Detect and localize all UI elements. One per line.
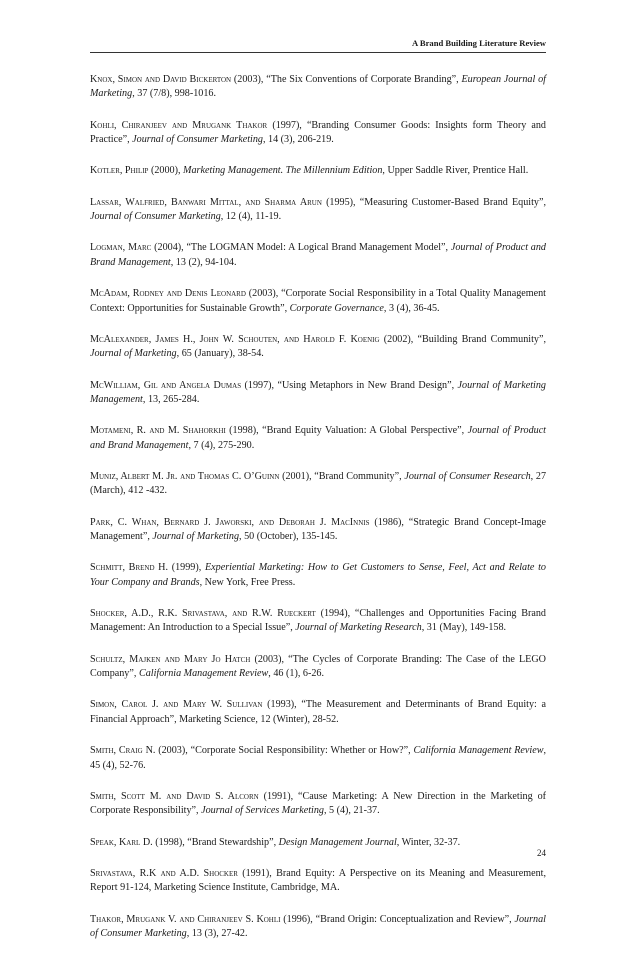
reference-source: Journal of Marketing [90, 348, 177, 360]
reference-authors: Logman, Marc [90, 242, 152, 254]
reference-source: Journal of Consumer Marketing [90, 211, 221, 223]
reference-authors: Motameni, R. and M. Shahorkhi [90, 425, 226, 437]
reference-entry [90, 561, 546, 590]
reference-authors: Lassar, Walfried, Banwari Mittal, and Sharma Arun [90, 196, 322, 208]
reference-authors: Schmitt, Brend H. [90, 562, 169, 574]
reference-source: Journal of Consumer Marketing [90, 913, 546, 939]
reference-text: (2000), [148, 165, 184, 177]
reference-entry [90, 744, 546, 773]
reference-text: (1997), “Branding Consumer Goods: Insights form Theory and Practice”, [90, 119, 546, 146]
reference-text: (2003), “The Six Conventions of Corporate Branding”, [231, 74, 462, 85]
reference-authors: Knox, Simon and David Bickerton [90, 74, 232, 85]
reference-details: , 14 (3), 206-219. [262, 134, 334, 146]
reference-source: Experiential Marketing: How to Get Customers to Sense, Feel, Act and Relate to Your Company and Brands [90, 562, 546, 588]
running-header: A Brand Building Literature Review [90, 38, 546, 53]
reference-source: California Management Review [413, 745, 544, 757]
reference-entry [90, 653, 546, 682]
reference-details: , 37 (7/8), 998-1016. [132, 88, 216, 100]
reference-authors: Srivastava, R.K and A.D. Shocker [90, 867, 238, 879]
reference-entry [90, 790, 546, 819]
reference-source: Journal of Consumer Marketing [132, 134, 263, 146]
reference-authors: McAlexander, James H., John W. Schouten, and Harold F. Koenig [90, 333, 380, 345]
reference-source: Journal of Product and Brand Management [90, 425, 547, 451]
reference-authors: Kohli, Chiranjeev and Mrugank Thakor [90, 119, 268, 131]
reference-entry [90, 836, 546, 850]
reference-source: Journal of Services Marketing [201, 805, 324, 817]
reference-text: (2003), “Corporate Social Responsibility: Whether or How?”, [155, 745, 414, 757]
reference-entry [90, 913, 546, 942]
reference-text: (1986), “Strategic Brand Concept-Image Management”, [90, 516, 546, 543]
reference-authors: Smith, Scott M. and David S. Alcorn [90, 790, 259, 802]
reference-details: , 3 (4), 36-45. [383, 302, 440, 314]
reference-details: , 5 (4), 21-37. [323, 805, 380, 817]
reference-authors: Schultz, Majken and Mary Jo Hatch [90, 653, 251, 665]
reference-details: , 50 (October), 135-145. [239, 531, 338, 543]
reference-details: , 7 (4), 275-290. [188, 439, 255, 451]
reference-source: Journal of Consumer Research [404, 470, 531, 482]
reference-details: , 27 (March), 412 -432. [90, 470, 547, 497]
reference-entry [90, 516, 546, 545]
reference-authors: Thakor, Mrugank V. and Chiranjeev S. Kohli [90, 913, 281, 925]
reference-text: (2001), “Brand Community”, [279, 470, 405, 482]
reference-text: (1995), “Measuring Customer-Based Brand Equity”, [321, 196, 546, 208]
reference-details: , 31 (May), 149-158. [421, 622, 507, 634]
reference-source: Design Management Journal [278, 836, 397, 848]
reference-entry [90, 164, 546, 178]
reference-source: Journal of Marketing [152, 531, 240, 543]
reference-entry [90, 607, 546, 636]
reference-entry [90, 241, 546, 270]
reference-authors: Kotler, Philip [90, 165, 149, 177]
reference-details: , Winter, 32-37. [396, 836, 461, 848]
reference-entry [90, 119, 546, 148]
reference-authors: Muniz, Albert M. Jr. and Thomas C. O’Guinn [90, 470, 280, 482]
reference-source: Marketing Management. The Millennium Edition [183, 165, 383, 177]
reference-entry [90, 196, 546, 225]
reference-details: , Upper Saddle River, Prentice Hall. [382, 165, 529, 177]
reference-entry [90, 424, 546, 453]
reference-text: (1998), “Brand Equity Valuation: A Global Perspective”, [225, 425, 468, 437]
reference-details: , 13 (2), 94-104. [170, 256, 237, 268]
reference-source: Journal of Marketing Management [90, 379, 546, 405]
reference-text: (1998), “Brand Stewardship”, [152, 836, 279, 848]
reference-text: (1997), “Using Metaphors in New Brand Design”, [241, 379, 458, 391]
reference-details: , New York, Free Press. [199, 576, 296, 588]
reference-details: , 13, 265-284. [142, 393, 200, 405]
reference-authors: Speak, Karl D. [90, 836, 153, 848]
reference-entry [90, 867, 546, 896]
reference-authors: Shocker, A.D., R.K. Srivastava, and R.W. Rueckert [90, 608, 316, 620]
reference-details: , 46 (1), 6-26. [268, 668, 324, 680]
reference-authors: Park, C. Whan, Bernard J. Jaworski, and Deborah J. MacInnis [90, 516, 370, 528]
reference-source: European Journal of Marketing [90, 74, 546, 100]
reference-authors: Simon, Carol J. and Mary W. Sullivan [90, 699, 263, 711]
reference-authors: Smith, Craig N. [90, 745, 156, 757]
reference-entry [90, 287, 546, 316]
reference-text: (1993), “The Measurement and Determinants of Brand Equity: a Financial Approach”, Marketing Science, 12 (Winter), 28-52. [90, 699, 546, 725]
reference-authors: McWilliam, Gil and Angela Dumas [90, 379, 242, 391]
reference-details: , 65 (January), 38-54. [176, 348, 264, 360]
reference-text: (2004), “The LOGMAN Model: A Logical Brand Management Model”, [151, 242, 451, 254]
reference-text: (2002), “Building Brand Community”, [379, 333, 546, 345]
reference-text: (2003), “The Cycles of Corporate Branding: The Case of the LEGO Company”, [90, 653, 546, 680]
reference-entry [90, 470, 546, 499]
reference-text: (1999), [168, 562, 205, 574]
reference-entry [90, 698, 546, 727]
reference-details: , 12 (4), 11-19. [220, 211, 282, 223]
reference-text: (1991), Brand Equity: A Perspective on its Meaning and Measurement, Report 91-124, Marketing Science Institute, Cambridge, MA. [90, 867, 546, 894]
reference-details: , 13 (3), 27-42. [186, 927, 248, 939]
page-number: 24 [537, 848, 546, 858]
reference-text: (1996), “Brand Origin: Conceptualization and Review”, [280, 913, 515, 925]
reference-source: Journal of Marketing Research [295, 622, 422, 634]
reference-entry [90, 333, 546, 362]
reference-text: (1994), “Challenges and Opportunities Facing Brand Management: An Introduction to a Special Issue”, [90, 608, 546, 634]
reference-list [90, 73, 546, 958]
reference-text: (1991), “Cause Marketing: A New Direction in the Marketing of Corporate Responsibility”, [90, 790, 547, 817]
reference-details: , 45 (4), 52-76. [90, 745, 546, 771]
reference-authors: McAdam, Rodney and Denis Leonard [90, 288, 246, 300]
reference-source: Corporate Governance [289, 302, 384, 314]
reference-source: Journal of Product and Brand Management [90, 242, 546, 268]
reference-entry [90, 73, 546, 102]
reference-source: California Management Review [138, 668, 269, 680]
reference-text: (2003), “Corporate Social Responsibility in a Total Quality Management Context: Opportunities for Sustainable Growth”, [90, 288, 546, 314]
reference-entry [90, 379, 546, 408]
